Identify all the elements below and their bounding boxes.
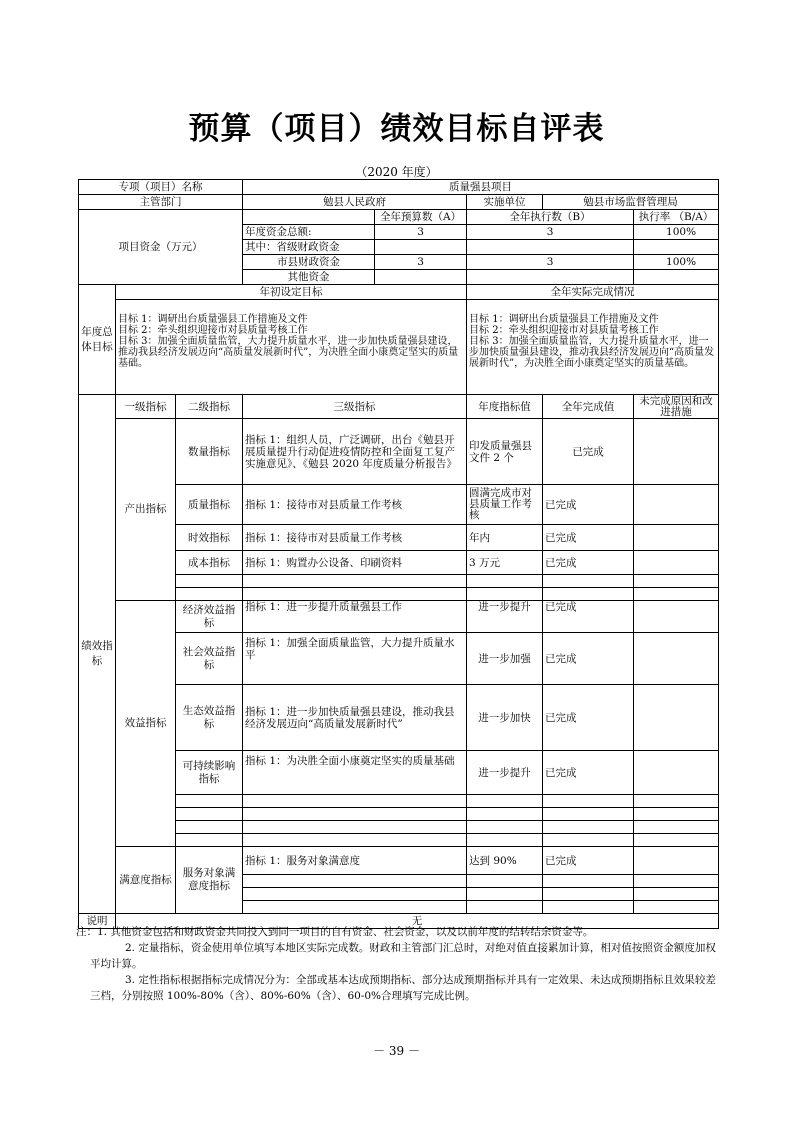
funds-row-exec	[467, 270, 634, 285]
funds-row-label: 年度资金总额:	[243, 225, 375, 240]
social-target: 进一步加强	[467, 633, 543, 685]
economic-target: 进一步提升	[467, 601, 543, 633]
eco-indicator: 指标 1：进一步加快质量强县建设，推动我县经济发展迈向“高质量发展新时代”	[243, 685, 467, 751]
funds-row-label: 其他资金	[243, 270, 375, 285]
impl-value: 勉县市场监督管理局	[543, 195, 719, 210]
perf-header-row	[79, 395, 719, 419]
perf-header-done: 全年完成值	[543, 395, 634, 419]
remark-label: 说明	[79, 914, 116, 929]
quality-label: 质量指标	[176, 485, 243, 525]
funds-row-budget: 3	[375, 255, 467, 270]
funds-row-rate	[634, 270, 719, 285]
goals-header-row	[79, 285, 719, 300]
timeliness-indicator: 指标 1：接待市对县质量工作考核	[243, 525, 467, 551]
year-label: （2020 年度）	[355, 165, 438, 179]
timeliness-label: 时效指标	[176, 525, 243, 551]
perf-label: 绩效指标	[79, 395, 116, 914]
satisfaction-label: 满意度指标	[116, 847, 176, 914]
funds-row-rate: 100%	[634, 225, 719, 240]
perf-row	[79, 601, 719, 633]
funds-row-label: 其中：省级财政资金	[243, 240, 375, 255]
page-number: － 39 －	[373, 1044, 420, 1058]
cost-done: 已完成	[543, 551, 634, 575]
perf-header-l3: 三级指标	[243, 395, 467, 419]
quality-target: 圆满完成市对县质量工作考核	[467, 485, 543, 525]
project-name-label: 专项（项目）名称	[79, 180, 243, 195]
quantity-target: 印发质量强县文件 2 个	[467, 419, 543, 485]
service-done: 已完成	[543, 847, 634, 875]
dept-label: 主管部门	[79, 195, 243, 210]
page-title: 预算（项目）绩效目标自评表	[188, 111, 605, 147]
goals-actual-text: 目标 1：调研出台质量强县工作措施及文件 目标 2：牵头组织迎接市对县质量考核工作 目标 3：加强全面质量监管，大力提升质量水平，进一步加快质量强县建设，推动我县经济发展迈向“高质量发展新时代”，为决胜全面小康奠定坚实的质量基础。	[467, 300, 719, 395]
social-label: 社会效益指标	[176, 633, 243, 685]
project-row	[79, 180, 719, 195]
perf-header-l2: 二级指标	[176, 395, 243, 419]
quantity-done: 已完成	[543, 419, 634, 485]
note-1: 注：1. 其他资金包括和财政资金共同投入到同一项目的自有资金、社会资金，以及以前年度的结转结余资金等。	[76, 926, 594, 938]
funds-label: 项目资金（万元）	[79, 210, 243, 285]
dept-row	[79, 195, 719, 210]
funds-col-rate: 执行率 （B/A）	[634, 210, 719, 225]
funds-row-budget: 3	[375, 225, 467, 240]
performance-table	[78, 179, 719, 929]
effect-label: 效益指标	[116, 601, 176, 847]
funds-col-exec: 全年执行数（B）	[467, 210, 634, 225]
social-done: 已完成	[543, 633, 634, 685]
note-3: 3. 定性指标根据指标完成情况分为：全部或基本达成预期指标、部分达成预期指标并具有一定效果、未达成预期指标且效果较差三档，分别按照 100%-80%（含）、80%-60%（含）、60-0%合理填写完成比例。	[90, 974, 716, 1002]
timeliness-target: 年内	[467, 525, 543, 551]
goals-col-actual: 全年实际完成情况	[467, 285, 719, 300]
perf-row	[79, 419, 719, 485]
funds-header-row	[79, 210, 719, 225]
eco-done: 已完成	[543, 685, 634, 751]
cost-target: 3 万元	[467, 551, 543, 575]
economic-indicator: 指标 1：进一步提升质量强县工作	[243, 601, 467, 633]
eco-target: 进一步加快	[467, 685, 543, 751]
funds-row-label: 市县财政资金	[243, 255, 375, 270]
sustain-indicator: 指标 1：为决胜全面小康奠定坚实的质量基础	[243, 751, 467, 795]
project-name-value: 质量强县项目	[243, 180, 719, 195]
economic-done: 已完成	[543, 601, 634, 633]
sustain-label: 可持续影响指标	[176, 751, 243, 795]
funds-row-budget	[375, 270, 467, 285]
funds-col-budget: 全年预算数（A）	[375, 210, 467, 225]
impl-label: 实施单位	[467, 195, 543, 210]
timeliness-done: 已完成	[543, 525, 634, 551]
service-indicator: 指标 1：服务对象满意度	[243, 847, 467, 875]
perf-header-l1: 一级指标	[116, 395, 176, 419]
perf-header-target: 年度指标值	[467, 395, 543, 419]
perf-row	[79, 847, 719, 875]
funds-row-exec: 3	[467, 255, 634, 270]
goals-set-text: 目标 1：调研出台质量强县工作措施及文件 目标 2：牵头组织迎接市对县质量考核工作 目标 3：加强全面质量监管，大力提升质量水平，进一步加快质量强县建设，推动我县经济发展迈向“高质量发展新时代”，为决胜全面小康奠定坚实的质量基础。	[116, 300, 467, 395]
goals-label: 年度总体目标	[79, 285, 116, 395]
service-label: 服务对象满意度指标	[176, 847, 243, 914]
quantity-label: 数量指标	[176, 419, 243, 485]
notes	[76, 924, 720, 1004]
perf-header-reason: 未完成原因和改进措施	[634, 395, 719, 419]
quality-indicator: 指标 1：接待市对县质量工作考核	[243, 485, 467, 525]
note-2: 2. 定量指标，资金使用单位填写本地区实际完成数。财政和主管部门汇总时，对绝对值直接累加计算，相对值按照资金额度加权平均计算。	[90, 942, 716, 970]
funds-row-rate	[634, 240, 719, 255]
social-indicator: 指标 1：加强全面质量监管，大力提升质量水平	[243, 633, 467, 685]
eco-label: 生态效益指标	[176, 685, 243, 751]
funds-row-exec: 3	[467, 225, 634, 240]
dept-value: 勉县人民政府	[243, 195, 467, 210]
sustain-target: 进一步提升	[467, 751, 543, 795]
economic-label: 经济效益指标	[176, 601, 243, 633]
output-label: 产出指标	[116, 419, 176, 601]
remark-value: 无	[116, 914, 719, 929]
cost-indicator: 指标 1：购置办公设备、印刷资料	[243, 551, 467, 575]
service-target: 达到 90%	[467, 847, 543, 875]
funds-row-budget	[375, 240, 467, 255]
quality-done: 已完成	[543, 485, 634, 525]
quantity-indicator: 指标 1：组织人员，广泛调研，出台《勉县开展质量提升行动促进疫情防控和全面复工复产实施意见》、《勉县 2020 年度质量分析报告》	[243, 419, 467, 485]
cost-label: 成本指标	[176, 551, 243, 575]
funds-row-rate: 100%	[634, 255, 719, 270]
goals-col-set: 年初设定目标	[116, 285, 467, 300]
goals-content-row	[79, 300, 719, 395]
sustain-done: 已完成	[543, 751, 634, 795]
funds-row-exec	[467, 240, 634, 255]
